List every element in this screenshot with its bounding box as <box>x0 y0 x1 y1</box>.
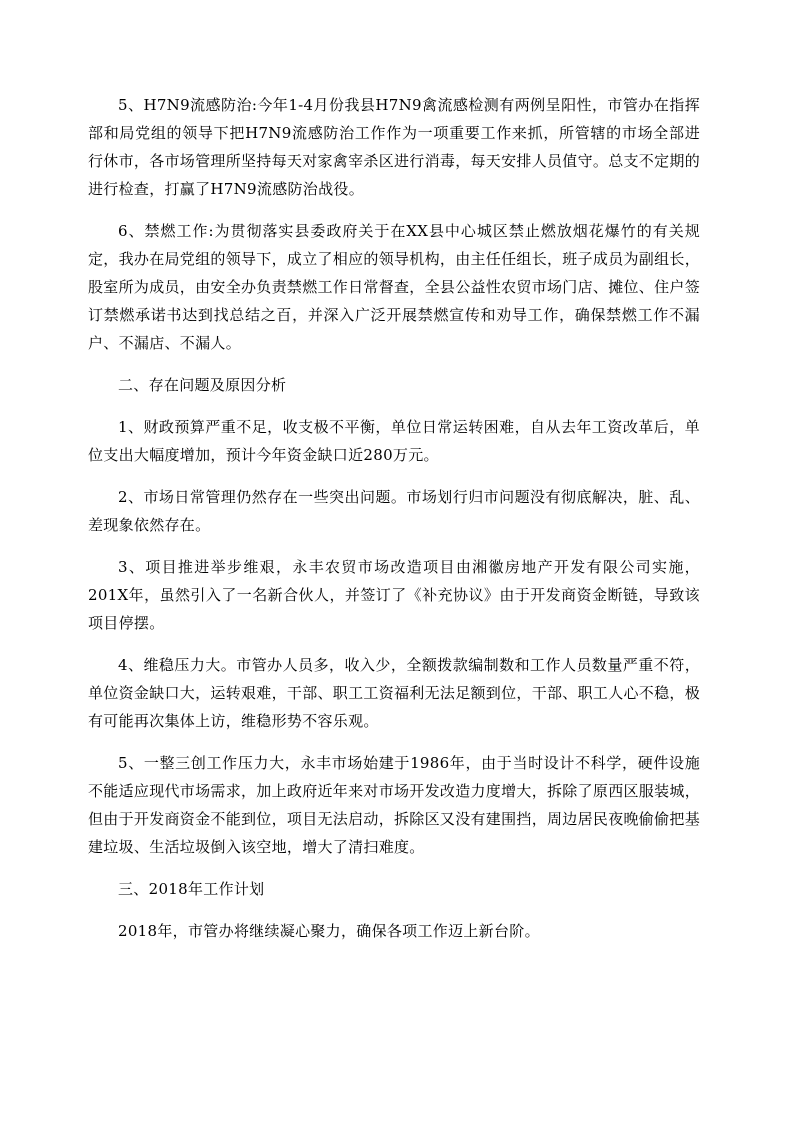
paragraph-h7n9-prevention: 5、H7N9流感防治:今年1-4月份我县H7N9禽流感检测有两例呈阳性，市管办在指挥部和局党组的领导下把H7N9流感防治工作作为一项重要工作来抓，所管辖的市场全部进行休市，各市场管理所坚持每天对家禽宰杀区进行消毒，每天安排人员值守。总支不定期的进行检查，打赢了H7N9流感防治战役。 <box>88 96 701 198</box>
section-heading-work-plan: 三、2018年工作计划 <box>118 880 265 898</box>
paragraph-market-management: 2、市场日常管理仍然存在一些突出问题。市场划行归市问题没有彻底解决，脏、乱、差现象依然存在。 <box>88 488 700 534</box>
paragraph-stability-pressure: 4、维稳压力大。市管办人员多，收入少，全额拨款编制数和工作人员数量严重不符，单位资金缺口大，运转艰难，干部、职工工资福利无法足额到位，干部、职工人心不稳，极有可能再次集体上访，维稳形势不容乐观。 <box>88 656 701 730</box>
paragraph-work-plan-intro: 2018年，市管办将继续凝心聚力，确保各项工作迈上新台阶。 <box>118 922 540 940</box>
paragraph-budget-shortfall: 1、财政预算严重不足，收支极不平衡，单位日常运转困难，自从去年工资改革后，单位支出大幅度增加，预计今年资金缺口近280万元。 <box>88 418 700 464</box>
section-heading-problems: 二、存在问题及原因分析 <box>118 376 287 394</box>
paragraph-project-progress: 3、项目推进举步维艰，永丰农贸市场改造项目由湘徽房地产开发有限公司实施，201X年，虽然引入了一名新合伙人，并签订了《补充协议》由于开发商资金断链，导致该项目停摆。 <box>88 558 700 632</box>
paragraph-fireworks-ban: 6、禁燃工作:为贯彻落实县委政府关于在XX县中心城区禁止燃放烟花爆竹的有关规定，我办在局党组的领导下，成立了相应的领导机构，由主任任组长，班子成员为副组长，股室所为成员，由安全办负责禁燃工作日常督查，全县公益性农贸市场门店、摊位、住户签订禁燃承诺书达到找总结之百，并深入广泛开展禁燃宣传和劝导工作，确保禁燃工作不漏户、不漏店、不漏人。 <box>88 222 701 352</box>
document-body <box>88 91 700 945</box>
paragraph-rectification-pressure: 5、一整三创工作压力大，永丰市场始建于1986年，由于当时设计不科学，硬件设施不能适应现代市场需求，加上政府近年来对市场开发改造力度增大，拆除了原西区服装城，但由于开发商资金不能到位，项目无法启动，拆除区又没有建围挡，周边居民夜晚偷偷把基建垃圾、生活垃圾倒入该空地，增大了清扫难度。 <box>88 754 701 856</box>
